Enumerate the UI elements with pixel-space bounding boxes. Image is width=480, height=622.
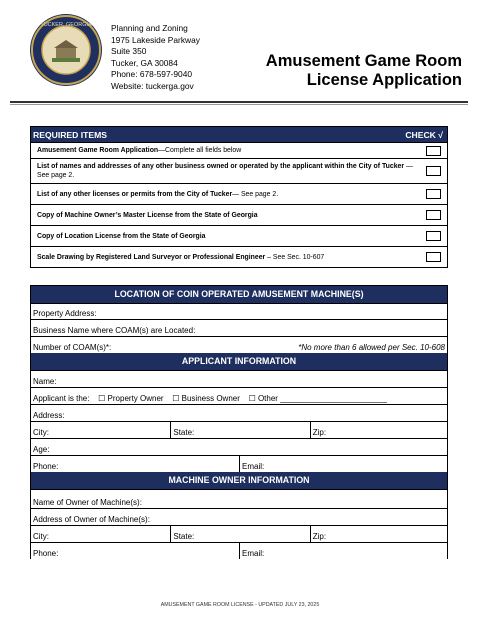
- applicant-age-field[interactable]: Age:: [33, 445, 50, 454]
- page-footer: AMUSEMENT GAME ROOM LICENSE - UPDATED JULY 23, 2025: [160, 602, 320, 608]
- suite: Suite 350: [111, 46, 147, 57]
- location-section-header: LOCATION OF COIN OPERATED AMUSEMENT MACHINE(S): [31, 286, 447, 303]
- header-divider-thin: [10, 104, 468, 105]
- property-address-field[interactable]: Property Address:: [33, 309, 97, 318]
- required-items-table: [30, 126, 448, 268]
- application-form: [30, 285, 448, 559]
- applicant-name-field[interactable]: Name:: [33, 377, 57, 386]
- city-state-zip: Tucker, GA 30084: [111, 57, 178, 68]
- applicant-address-field[interactable]: Address:: [33, 411, 65, 420]
- street-address: 1975 Lakeside Parkway: [111, 34, 200, 45]
- applicant-city-field[interactable]: City:: [33, 428, 49, 437]
- required-items-header: REQUIRED ITEMS CHECK √: [31, 127, 447, 142]
- owner-address-field[interactable]: Address of Owner of Machine(s):: [33, 515, 150, 524]
- owner-section-header: MACHINE OWNER INFORMATION: [31, 472, 447, 489]
- city-seal-icon: [30, 14, 102, 86]
- applicant-section-header: APPLICANT INFORMATION: [31, 353, 447, 370]
- applicant-zip-field[interactable]: Zip:: [310, 422, 447, 438]
- owner-state-field[interactable]: State:: [170, 526, 309, 542]
- required-item: List of names and addresses of any other business owned or operated by the applicant within the City of Tucker —See page 2.: [31, 158, 447, 183]
- required-item: Amusement Game Room Application—Complete all fields below: [31, 142, 447, 158]
- required-item-checkbox[interactable]: [426, 166, 441, 176]
- owner-email-field[interactable]: Email:: [239, 543, 447, 559]
- applicant-state-field[interactable]: State:: [170, 422, 309, 438]
- required-item-checkbox[interactable]: [426, 231, 441, 241]
- property-owner-checkbox[interactable]: ☐ Property Owner: [98, 394, 164, 403]
- applicant-type-row: Applicant is the: ☐ Property Owner ☐ Business Owner ☐ Other ________________________: [33, 394, 387, 403]
- applicant-email-field[interactable]: Email:: [239, 456, 447, 472]
- owner-phone-field[interactable]: Phone:: [33, 549, 59, 558]
- owner-city-field[interactable]: City:: [33, 532, 49, 541]
- required-item-checkbox[interactable]: [426, 252, 441, 262]
- business-owner-checkbox[interactable]: ☐ Business Owner: [172, 394, 240, 403]
- required-item: List of any other licenses or permits from the City of Tucker— See page 2.: [31, 183, 447, 204]
- business-name-field[interactable]: Business Name where COAM(s) are Located:: [33, 326, 196, 335]
- owner-zip-field[interactable]: Zip:: [310, 526, 447, 542]
- page-title: Amusement Game Room License Application: [265, 52, 462, 89]
- owner-name-field[interactable]: Name of Owner of Machine(s):: [33, 498, 142, 507]
- required-item: Scale Drawing by Registered Land Surveyor or Professional Engineer – See Sec. 10-607: [31, 246, 447, 267]
- contact-block: [111, 23, 200, 93]
- coam-limit-note: *No more than 6 allowed per Sec. 10-608: [298, 343, 445, 352]
- required-item-checkbox[interactable]: [426, 210, 441, 220]
- website: Website: tuckerga.gov: [111, 80, 194, 91]
- required-item: Copy of Location License from the State of Georgia: [31, 225, 447, 246]
- applicant-phone-field[interactable]: Phone:: [33, 462, 59, 471]
- svg-text:TUCKER, GEORGIA: TUCKER, GEORGIA: [40, 22, 92, 28]
- header-divider: [10, 101, 468, 103]
- dept-name: Planning and Zoning: [111, 23, 188, 33]
- required-item-checkbox[interactable]: [426, 189, 441, 199]
- phone: Phone: 678-597-9040: [111, 69, 193, 80]
- required-item-checkbox[interactable]: [426, 146, 441, 156]
- other-checkbox[interactable]: ☐ Other ________________________: [248, 394, 387, 403]
- required-item: Copy of Machine Owner’s Master License from the State of Georgia: [31, 204, 447, 225]
- coam-count-field[interactable]: Number of COAM(s)*:: [33, 343, 112, 352]
